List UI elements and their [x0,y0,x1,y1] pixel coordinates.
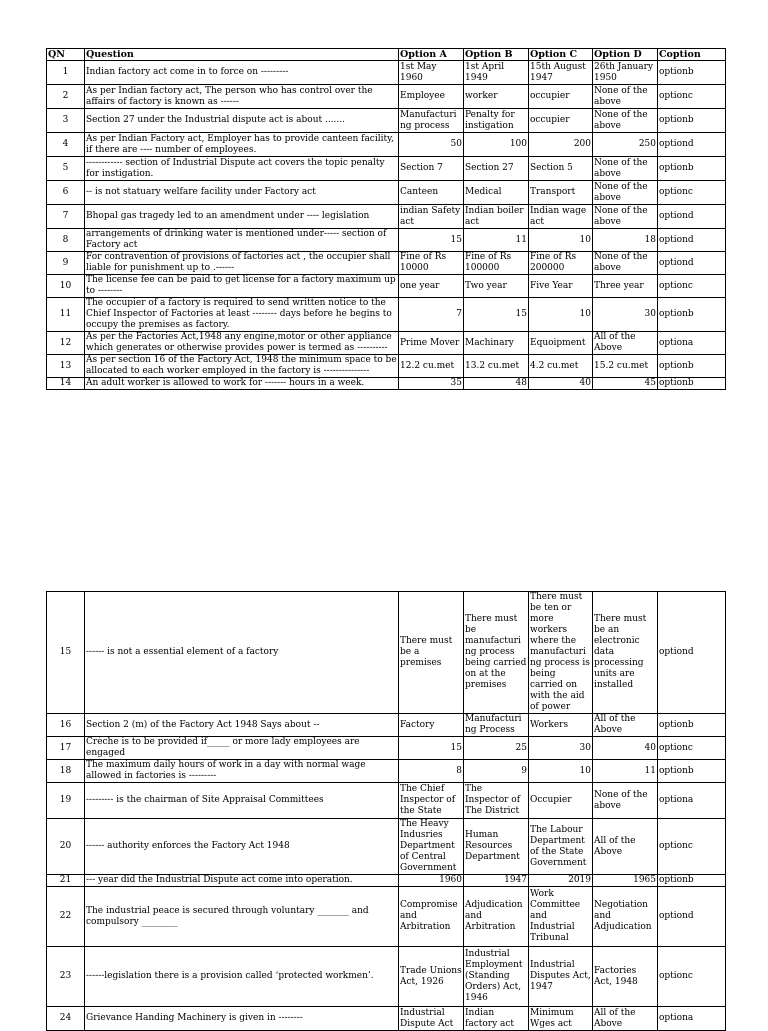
option-d: 15.2 cu.met [593,355,658,378]
option-d: 40 [593,737,658,760]
option-d: 45 [593,378,658,390]
option-b: Indian factory act [464,1007,529,1031]
option-b: Section 27 [464,157,529,181]
question-number: 20 [47,819,85,875]
option-c: 200 [529,133,593,157]
question-text: Crèche is to be provided if_____ or more lady employees are engaged [85,737,399,760]
option-d: All of the Above [593,332,658,355]
option-b: 1947 [464,875,529,887]
option-d: None of the above [593,205,658,229]
question-text: Section 27 under the Industrial dispute act is about ....... [85,109,399,133]
option-b: 1st April 1949 [464,61,529,85]
option-b: 15 [464,298,529,332]
table-row [47,1007,726,1031]
option-a: one year [399,275,464,298]
option-c: There must be ten or more workers where the manufacturi ng process is being carried on with the aid of power [529,592,593,714]
correct-option: optionb [658,378,726,390]
option-a: Prime Mover [399,332,464,355]
option-d: 1965 [593,875,658,887]
option-c: Transport [529,181,593,205]
correct-option: optionb [658,109,726,133]
option-d: Factories Act, 1948 [593,947,658,1007]
option-a: Factory [399,714,464,737]
option-d: None of the above [593,157,658,181]
option-c: 15th August 1947 [529,61,593,85]
table-row [47,737,726,760]
question-number: 9 [47,252,85,275]
correct-option: optiond [658,205,726,229]
option-d: There must be an electronic data processing units are installed [593,592,658,714]
option-c: occupier [529,109,593,133]
question-number: 1 [47,61,85,85]
option-b: Manufacturi ng Process [464,714,529,737]
table-row [47,714,726,737]
header-option-d: Option D [593,49,658,61]
question-text: Indian factory act come in to force on --------- [85,61,399,85]
option-b: Penalty for instigation [464,109,529,133]
question-text: ------legislation there is a provision called ‘protected workmen’. [85,947,399,1007]
option-d: None of the above [593,783,658,819]
question-number: 22 [47,887,85,947]
option-b: The Inspector of The District [464,783,529,819]
option-c: Section 5 [529,157,593,181]
question-text: -- is not statuary welfare facility under Factory act [85,181,399,205]
question-number: 11 [47,298,85,332]
question-text: ------ authority enforces the Factory Act 1948 [85,819,399,875]
question-text: The license fee can be paid to get license for a factory maximum up to -------- [85,275,399,298]
header-option-b: Option B [464,49,529,61]
correct-option: optiond [658,887,726,947]
question-number: 16 [47,714,85,737]
question-number: 19 [47,783,85,819]
option-a: Trade Unions Act, 1926 [399,947,464,1007]
table-row [47,252,726,275]
question-number: 7 [47,205,85,229]
table-row [47,592,726,714]
option-d: Negotiation and Adjudication [593,887,658,947]
option-d: All of the Above [593,1007,658,1031]
option-c: 40 [529,378,593,390]
option-b: There must be manufacturi ng process being carried on at the premises [464,592,529,714]
option-c: Industrial Disputes Act, 1947 [529,947,593,1007]
correct-option: optionb [658,714,726,737]
question-number: 10 [47,275,85,298]
correct-option: optionc [658,275,726,298]
option-d: None of the above [593,85,658,109]
table-row [47,133,726,157]
option-d: 30 [593,298,658,332]
correct-option: optionb [658,760,726,783]
option-b: 25 [464,737,529,760]
option-b: worker [464,85,529,109]
correct-option: optionc [658,737,726,760]
table-row [47,819,726,875]
question-number: 2 [47,85,85,109]
option-a: The Heavy Indusries Department of Central Government [399,819,464,875]
question-text: Bhopal gas tragedy led to an amendment under ---- legislation [85,205,399,229]
option-d: 18 [593,229,658,252]
question-number: 13 [47,355,85,378]
question-text: As per Indian Factory act, Employer has to provide canteen facility, if there are ---- number of employees. [85,133,399,157]
header-row [47,49,726,61]
question-text: Section 2 (m) of the Factory Act 1948 Says about -- [85,714,399,737]
table-row [47,275,726,298]
question-text: As per Indian factory act, The person who has control over the affairs of factory is known as ------ [85,85,399,109]
question-number: 24 [47,1007,85,1031]
option-a: Employee [399,85,464,109]
option-a: 15 [399,229,464,252]
question-text: The occupier of a factory is required to send written notice to the Chief Inspector of Factories at least -------- days before he begins to occupy the premises as factory. [85,298,399,332]
option-d: 26th January 1950 [593,61,658,85]
option-b: 13.2 cu.met [464,355,529,378]
option-c: Fine of Rs 200000 [529,252,593,275]
option-c: 10 [529,229,593,252]
option-b: Human Resources Department [464,819,529,875]
option-d: All of the Above [593,714,658,737]
table-row [47,355,726,378]
question-text: ------ is not a essential element of a factory [85,592,399,714]
option-a: indian Safety act [399,205,464,229]
option-c: The Labour Department of the State Government [529,819,593,875]
option-a: 8 [399,760,464,783]
option-b: Adjudication and Arbitration [464,887,529,947]
correct-option: optiond [658,133,726,157]
header-option-c: Option C [529,49,593,61]
option-a: 1st May 1960 [399,61,464,85]
correct-option: optionb [658,157,726,181]
table-row [47,181,726,205]
question-text: As per section 16 of the Factory Act, 1948 the minimum space to be allocated to each worker employed in the factory is --------------- [86,355,397,376]
correct-option: optionc [658,819,726,875]
option-d: 250 [593,133,658,157]
option-a: 15 [399,737,464,760]
option-b: 11 [464,229,529,252]
correct-option: optiond [658,229,726,252]
option-d: None of the above [593,181,658,205]
header-qn: QN [47,49,85,61]
option-b: Medical [464,181,529,205]
option-b: 100 [464,133,529,157]
option-c: 30 [529,737,593,760]
option-c: Five Year [529,275,593,298]
question-table-2 [46,591,726,1031]
question-text: The maximum daily hours of work in a day with normal wage allowed in factories is --------- [85,760,399,783]
option-c: 10 [529,760,593,783]
table-row [47,205,726,229]
option-a: There must be a premises [399,592,464,714]
correct-option: optionc [658,181,726,205]
correct-option: optionc [658,85,726,109]
question-text: The industrial peace is secured through voluntary _______ and compulsory ________ [85,887,399,947]
question-text: ------------ section of Industrial Dispute act covers the topic penalty for instigation. [85,157,399,181]
question-number: 6 [47,181,85,205]
question-text: --- year did the Industrial Dispute act come into operation. [85,875,399,887]
option-d: All of the Above [593,819,658,875]
correct-option: optionb [658,355,726,378]
option-a: Industrial Dispute Act [399,1007,464,1031]
option-b: 9 [464,760,529,783]
option-c: Indian wage act [529,205,593,229]
question-table-1 [46,48,726,390]
option-b: Machinary [464,332,529,355]
table-row [47,229,726,252]
option-b: Indian boiler act [464,205,529,229]
option-a: 7 [399,298,464,332]
table-row [47,875,726,887]
table-row [47,378,726,390]
table-row [47,887,726,947]
option-c: Workers [529,714,593,737]
question-number: 15 [47,592,85,714]
header-question: Question [85,49,399,61]
option-b: Industrial Employment (Standing Orders) Act, 1946 [464,947,529,1007]
option-d: None of the above [593,109,658,133]
question-text: As per the Factories Act,1948 any engine,motor or other appliance which generates or otherwise provides power is termed as ---------- [85,332,399,355]
correct-option: optionb [658,298,726,332]
option-a: Fine of Rs 10000 [399,252,464,275]
table-row [47,947,726,1007]
option-c: 4.2 cu.met [529,355,593,378]
question-text: For contravention of provisions of factories act , the occupier shall liable for punishment up to .------ [85,252,399,275]
option-b: Fine of Rs 100000 [464,252,529,275]
option-d: Three year [593,275,658,298]
option-a: Section 7 [399,157,464,181]
option-a: 12.2 cu.met [399,355,464,378]
header-correct-option: Coption [658,49,726,61]
option-d: None of the above [593,252,658,275]
correct-option: optiond [658,252,726,275]
question-number: 4 [47,133,85,157]
table-row [47,760,726,783]
correct-option: optiona [658,1007,726,1031]
table-row [47,783,726,819]
option-c: Work Committee and Industrial Tribunal [529,887,593,947]
option-a: Canteen [399,181,464,205]
option-a: Compromise and Arbitration [399,887,464,947]
option-c: Equoipment [529,332,593,355]
correct-option: optiona [658,332,726,355]
option-c: 2019 [529,875,593,887]
question-number: 8 [47,229,85,252]
question-number: 18 [47,760,85,783]
option-c: Minimum Wges act [529,1007,593,1031]
option-a: Manufacturi ng process [399,109,464,133]
question-text: An adult worker is allowed to work for ------- hours in a week. [85,378,399,390]
option-c: 10 [529,298,593,332]
question-text: --------- is the chairman of Site Appraisal Committees [85,783,399,819]
question-number: 14 [47,378,85,390]
option-a: 1960 [399,875,464,887]
option-c: occupier [529,85,593,109]
option-b: 48 [464,378,529,390]
question-number: 3 [47,109,85,133]
option-d: 11 [593,760,658,783]
option-c: Occupier [529,783,593,819]
question-text: arrangements of drinking water is mentioned under----- section of Factory act [85,229,399,252]
table-row [47,332,726,355]
question-number: 21 [47,875,85,887]
table-row [47,109,726,133]
correct-option: optionb [658,875,726,887]
table-row [47,85,726,109]
correct-option: optiona [658,783,726,819]
question-number: 12 [47,332,85,355]
correct-option: optionc [658,947,726,1007]
option-b: Two year [464,275,529,298]
correct-option: optiond [658,592,726,714]
question-number: 23 [47,947,85,1007]
question-number: 5 [47,157,85,181]
table-row [47,61,726,85]
table-row [47,157,726,181]
question-number: 17 [47,737,85,760]
question-text: Grievance Handing Machinery is given in -------- [85,1007,399,1031]
correct-option: optionb [658,61,726,85]
option-a: 35 [399,378,464,390]
option-a: The Chief Inspector of the State [399,783,464,819]
option-a: 50 [399,133,464,157]
header-option-a: Option A [399,49,464,61]
table-row [47,298,726,332]
